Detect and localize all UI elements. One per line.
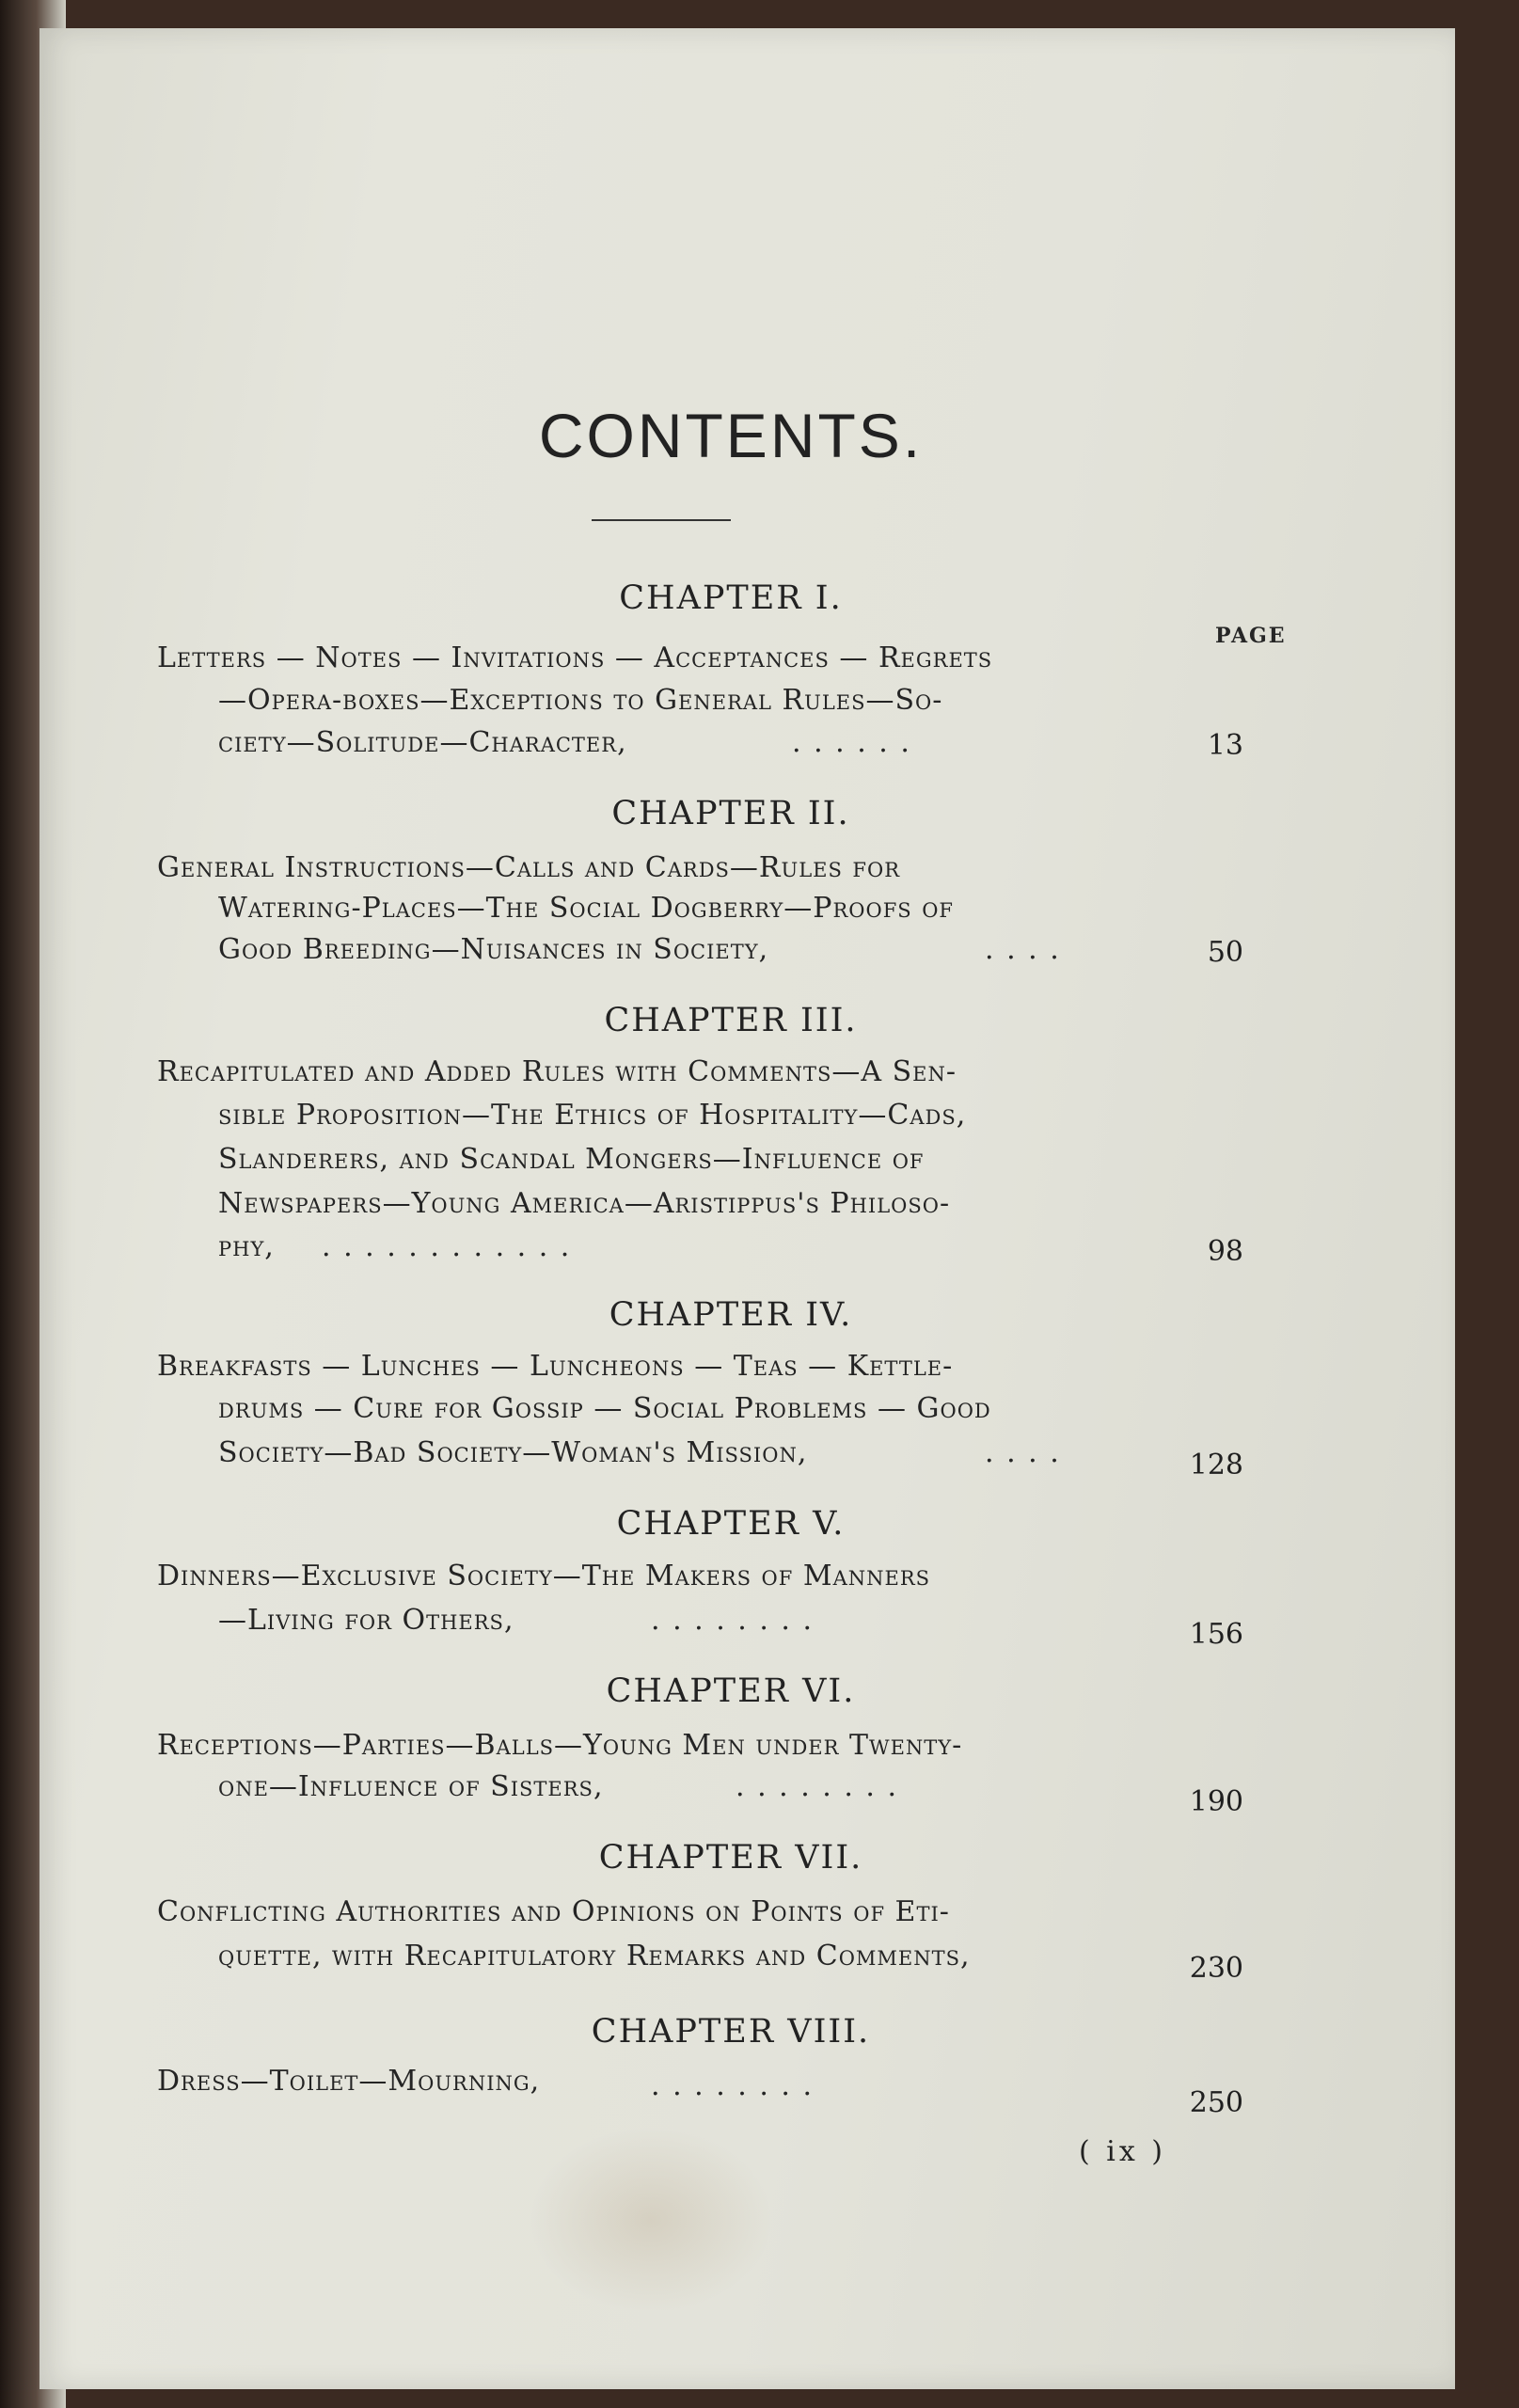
chapter-heading: CHAPTER III. xyxy=(604,1002,858,1039)
book-page xyxy=(40,28,1455,2389)
title-rule xyxy=(592,519,731,521)
dot-leader: . . . . . . . . . . . . xyxy=(322,1230,572,1263)
page-number: 128 xyxy=(1189,1449,1243,1481)
chapter-entry-line: Dress—Toilet—Mourning, xyxy=(157,2065,541,2098)
chapter-heading: CHAPTER I. xyxy=(619,579,843,617)
chapter-entry-line: one—Influence of Sisters, xyxy=(218,1770,604,1803)
chapter-entry-line: General Instructions—Calls and Cards—Rules for xyxy=(157,851,901,884)
contents-title: CONTENTS. xyxy=(538,401,924,470)
chapter-heading: CHAPTER IV. xyxy=(609,1296,853,1334)
page-number: 230 xyxy=(1189,1952,1243,1985)
page-number: 98 xyxy=(1207,1235,1243,1268)
chapter-heading: CHAPTER V. xyxy=(616,1505,846,1543)
page-column-label: PAGE xyxy=(1215,624,1287,648)
chapter-entry-line: sible Proposition—The Ethics of Hospitality—Cads, xyxy=(218,1099,967,1132)
page-number: 156 xyxy=(1189,1618,1243,1651)
chapter-entry-line: Watering-Places—The Social Dogberry—Proofs of xyxy=(218,892,954,925)
folio-number: ( ix ) xyxy=(1079,2135,1166,2168)
chapter-entry-line: Newspapers—Young America—Aristippus's Philoso- xyxy=(218,1187,951,1220)
chapter-entry-line: Dinners—Exclusive Society—The Makers of Manners xyxy=(157,1560,931,1592)
dot-leader: . . . . . . . . xyxy=(651,1604,815,1637)
dot-leader: . . . . xyxy=(985,1436,1061,1469)
chapter-heading: CHAPTER VIII. xyxy=(591,2013,871,2051)
dot-leader: . . . . xyxy=(985,933,1061,966)
chapter-entry-line: Society—Bad Society—Woman's Mission, xyxy=(218,1436,808,1469)
page-number: 13 xyxy=(1207,729,1243,762)
page-number: 190 xyxy=(1189,1785,1243,1818)
dot-leader: . . . . . . . . xyxy=(736,1770,899,1803)
chapter-entry-line: Recapitulated and Added Rules with Comments—A Sen- xyxy=(157,1055,957,1088)
dot-leader: . . . . . . xyxy=(792,726,911,759)
chapter-heading: CHAPTER VI. xyxy=(606,1672,856,1710)
chapter-entry-line: —Opera-boxes—Exceptions to General Rules—So- xyxy=(218,684,943,717)
chapter-entry-line: Good Breeding—Nuisances in Society, xyxy=(218,933,769,966)
chapter-entry-line: Letters — Notes — Invitations — Acceptances — Regrets xyxy=(157,642,993,674)
chapter-entry-line: Slanderers, and Scandal Mongers—Influence of xyxy=(218,1143,925,1176)
page-number: 50 xyxy=(1207,936,1243,969)
chapter-entry-line: phy, xyxy=(218,1230,275,1263)
chapter-heading: CHAPTER VII. xyxy=(598,1839,863,1877)
chapter-entry-line: Breakfasts — Lunches — Luncheons — Teas — Kettle- xyxy=(157,1350,954,1383)
chapter-entry-line: ciety—Solitude—Character, xyxy=(218,726,627,759)
page-number: 250 xyxy=(1189,2086,1243,2119)
chapter-entry-line: —Living for Others, xyxy=(218,1604,514,1637)
chapter-entry-line: Receptions—Parties—Balls—Young Men under Twenty- xyxy=(157,1729,963,1762)
chapter-entry-line: Conflicting Authorities and Opinions on Points of Eti- xyxy=(157,1895,950,1928)
dot-leader: . . . . . . . . xyxy=(651,2069,815,2102)
chapter-entry-line: quette, with Recapitulatory Remarks and Comments, xyxy=(218,1940,971,1972)
chapter-entry-line: drums — Cure for Gossip — Social Problems — Good xyxy=(218,1392,991,1425)
chapter-heading: CHAPTER II. xyxy=(611,795,850,832)
